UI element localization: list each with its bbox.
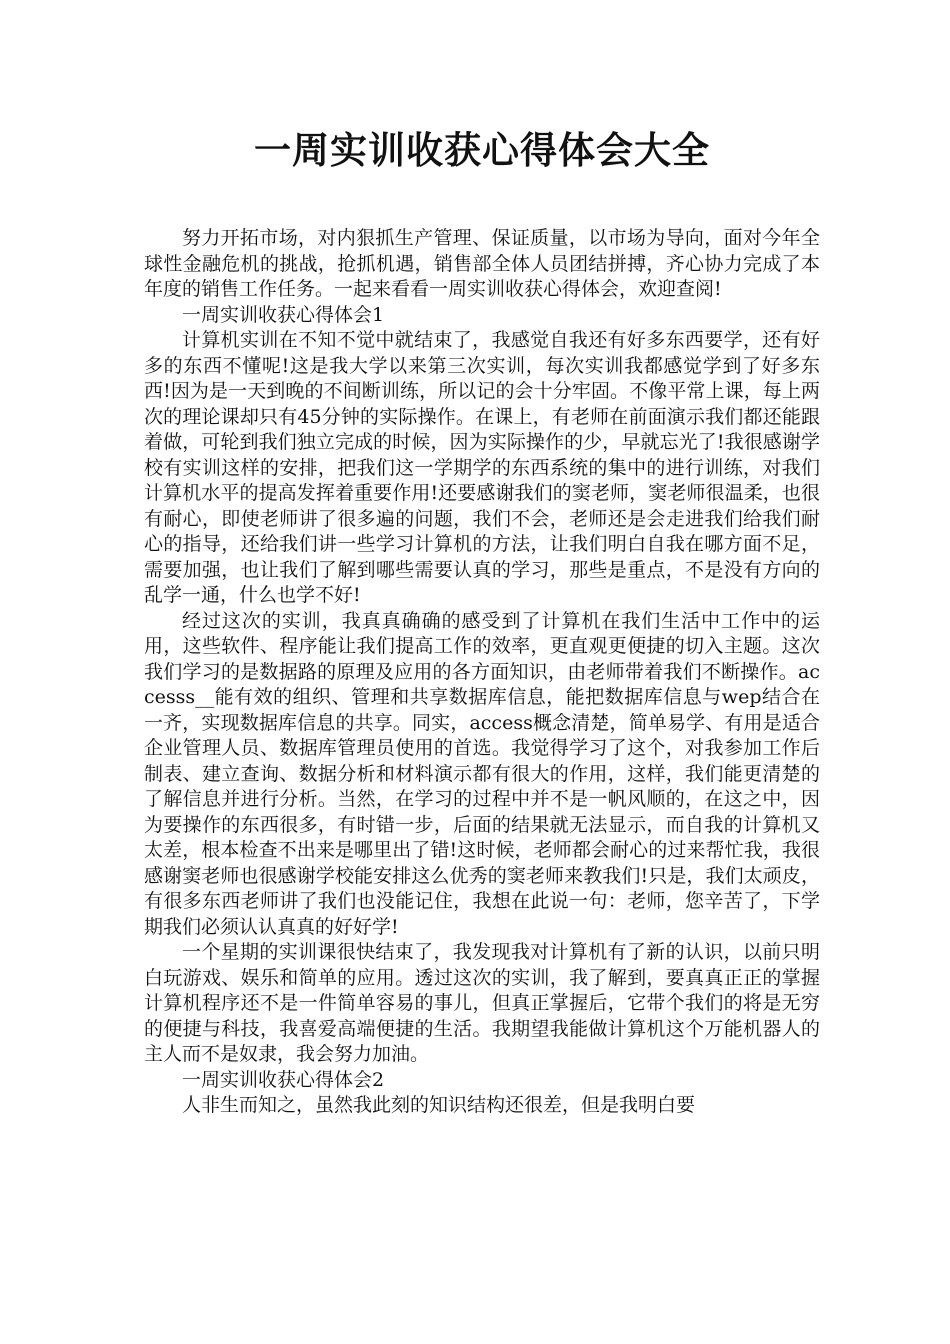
section-1-paragraph-2: 经过这次的实训，我真真确确的感受到了计算机在我们生活中工作中的运用，这些软件、程序能让我们提高工作的效率，更直观更便捷的切入主题。这次我们学习的是数据路的原理及应用的各方面知识，由老师带着我们不断操作。accesss__能有效的组织、管理和共享数据库信息，能把数据库信息与wep结合在一齐，实现数据库信息的共享。同实，access概念清楚，简单易学、有用是适合企业管理人员、数据库管理员使用的首选。我觉得学习了这个，对我参加工作后制表、建立查询、数据分析和材料演示都有很大的作用，这样，我们能更清楚的了解信息并进行分析。当然，在学习的过程中并不是一帆风顺的，在这之中，因为要操作的东西很多，有时错一步，后面的结果就无法显示，而自我的计算机又太差，根本检查不出来是哪里出了错!这时候，老师都会耐心的过来帮忙我，我很感谢窦老师也很感谢学校能安排这么优秀的窦老师来教我们!只是，我们太顽皮，有很多东西老师讲了我们也没能记住，我想在此说一句：老师，您辛苦了，下学期我们必须认认真真的好好学! (144, 609, 820, 938)
document-page (144, 126, 820, 1119)
section-1-paragraph-1: 计算机实训在不知不觉中就结束了，我感觉自我还有好多东西要学，还有好多的东西不懂呢!这是我大学以来第三次实训，每次实训我都感觉学到了好多东西!因为是一天到晚的不间断训练，所以记的会十分牢固。不像平常上课，每上两次的理论课却只有45分钟的实际操作。在课上，有老师在前面演示我们都还能跟着做，可轮到我们独立完成的时候，因为实际操作的少，早就忘光了!我很感谢学校有实训这样的安排，把我们这一学期学的东西系统的集中的进行训练，对我们计算机水平的提高发挥着重要作用!还要感谢我们的窦老师，窦老师很温柔，也很有耐心，即使老师讲了很多遍的问题，我们不会，老师还是会走进我们给我们耐心的指导，还给我们讲一些学习计算机的方法，让我们明白自我在哪方面不足，需要加强，也让我们了解到哪些需要认真的学习，那些是重点，不是没有方向的乱学一通，什么也学不好! (144, 329, 820, 606)
section-1-heading: 一周实训收获心得体会1 (182, 303, 385, 326)
section-1-paragraph-3: 一个星期的实训课很快结束了，我发现我对计算机有了新的认识，以前只明白玩游戏、娱乐和简单的应用。透过这次的实训，我了解到，要真真正正的掌握计算机程序还不是一件简单容易的事儿，但真正掌握后，它带个我们的将是无穷的便捷与科技，我喜爱高端便捷的生活。我期望我能做计算机这个万能机器人的主人而不是奴隶，我会努力加油。 (144, 941, 820, 1065)
section-2-heading: 一周实训收获心得体会2 (182, 1068, 385, 1091)
intro-paragraph: 努力开拓市场，对内狠抓生产管理、保证质量，以市场为导向，面对今年全球性金融危机的挑战，抢抓机遇，销售部全体人员团结拼搏，齐心协力完成了本年度的销售工作任务。一起来看看一周实训收获心得体会，欢迎查阅! (144, 227, 820, 300)
section-2-paragraph-1: 人非生而知之，虽然我此刻的知识结构还很差，但是我明白要 (182, 1094, 696, 1116)
document-title: 一周实训收获心得体会大全 (254, 129, 710, 172)
